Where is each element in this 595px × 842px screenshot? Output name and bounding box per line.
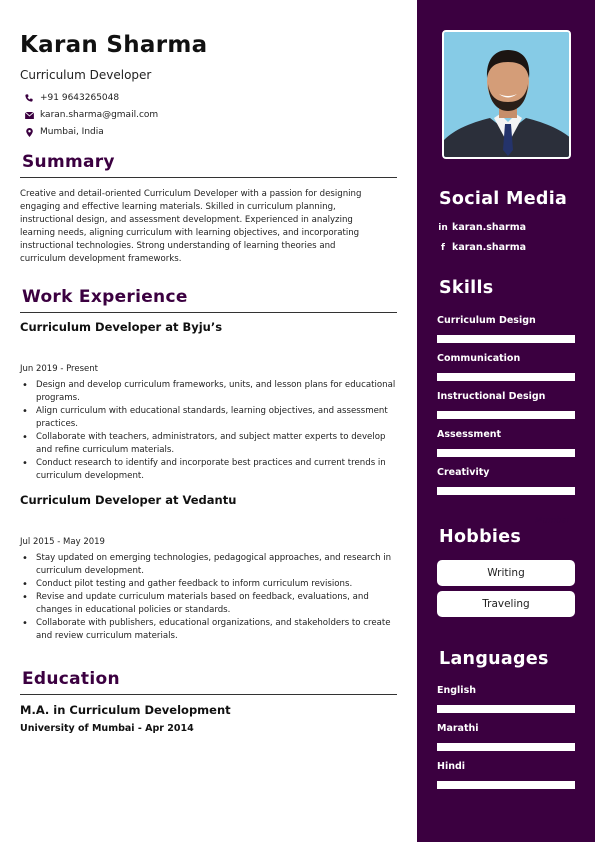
job-location: Mumbai bbox=[535, 343, 569, 353]
hobbies-heading: Hobbies bbox=[439, 527, 522, 547]
language-level-bar bbox=[437, 781, 575, 789]
list-item: • Conduct research to identify and incorporate best practices and current trends in curriculum development. bbox=[20, 457, 400, 483]
summary-line: learning needs, aligning curriculum with learning objectives, and incorporating bbox=[20, 228, 360, 238]
job-responsibilities bbox=[20, 379, 400, 483]
social-facebook[interactable] bbox=[437, 242, 526, 253]
education-heading: Education bbox=[22, 669, 120, 689]
education-school: University of Mumbai - Apr 2014 bbox=[20, 723, 194, 734]
list-item: • Collaborate with teachers, administrators, and subject matter experts to develop and refine curriculum materials. bbox=[20, 431, 400, 457]
phone-icon bbox=[22, 94, 36, 102]
profile-photo bbox=[442, 30, 571, 159]
education-degree: M.A. in Curriculum Development bbox=[20, 703, 231, 717]
summary-text bbox=[20, 188, 382, 266]
education-divider bbox=[20, 694, 397, 695]
summary-line: engaging and effective learning materials. Skilled in curriculum planning, bbox=[20, 202, 336, 212]
list-item: • Design and develop curriculum frameworks, units, and lesson plans for educational programs. bbox=[20, 379, 400, 405]
skill-level-bar bbox=[437, 411, 575, 419]
facebook-handle[interactable]: karan.sharma bbox=[452, 242, 527, 253]
social-heading: Social Media bbox=[439, 189, 568, 209]
job-dates: Jul 2015 - May 2019 bbox=[20, 537, 105, 547]
skill-label: Communication bbox=[437, 353, 521, 364]
language-label: Hindi bbox=[437, 761, 466, 772]
experience-heading: Work Experience bbox=[22, 287, 188, 307]
social-linkedin[interactable] bbox=[437, 222, 526, 233]
languages-heading: Languages bbox=[439, 649, 549, 669]
job-dates: Jun 2019 - Present bbox=[20, 364, 98, 374]
language-level-bar bbox=[437, 743, 575, 751]
list-item: • Align curriculum with educational standards, learning objectives, and assessment practices. bbox=[20, 405, 400, 431]
job-title: Curriculum Developer at Vedantu bbox=[20, 493, 237, 507]
skill-label: Curriculum Design bbox=[437, 315, 536, 326]
skill-level-bar bbox=[437, 335, 575, 343]
summary-line: instructional design, and assessment development. Experienced in analyzing bbox=[20, 215, 353, 225]
summary-heading: Summary bbox=[22, 152, 115, 172]
skill-label: Instructional Design bbox=[437, 391, 546, 402]
skill-level-bar bbox=[437, 487, 575, 495]
linkedin-handle[interactable]: karan.sharma bbox=[452, 222, 527, 233]
contact-location bbox=[20, 127, 104, 137]
language-level-bar bbox=[437, 705, 575, 713]
location-pin-icon bbox=[22, 128, 36, 137]
skill-level-bar bbox=[437, 373, 575, 381]
contact-phone bbox=[20, 93, 119, 103]
skill-label: Creativity bbox=[437, 467, 490, 478]
email-text[interactable]: karan.sharma@gmail.com bbox=[40, 110, 159, 120]
list-item: • Stay updated on emerging technologies, pedagogical approaches, and research in curriculum development. bbox=[20, 552, 400, 578]
job-location: Mumbai bbox=[535, 516, 569, 526]
location-text: Mumbai, India bbox=[40, 127, 104, 137]
skills-heading: Skills bbox=[439, 278, 494, 298]
contact-email bbox=[20, 110, 158, 120]
hobby-chip: Writing bbox=[437, 560, 575, 586]
experience-divider bbox=[20, 312, 397, 313]
skill-label: Assessment bbox=[437, 429, 502, 440]
skill-level-bar bbox=[437, 449, 575, 457]
email-icon bbox=[22, 112, 36, 119]
list-item: • Conduct pilot testing and gather feedback to inform curriculum revisions. bbox=[20, 578, 400, 591]
job-title: Curriculum Developer at Byju’s bbox=[20, 320, 223, 334]
language-label: English bbox=[437, 685, 476, 696]
phone-text[interactable]: +91 9643265048 bbox=[40, 93, 120, 103]
hobby-chip: Traveling bbox=[437, 591, 575, 617]
list-item: • Collaborate with publishers, educational organizations, and stakeholders to create and review curriculum materials. bbox=[20, 617, 400, 643]
facebook-icon: f bbox=[441, 242, 445, 253]
summary-line: Creative and detail-oriented Curriculum Developer with a passion for designing bbox=[20, 189, 362, 199]
linkedin-icon: in bbox=[438, 222, 448, 233]
candidate-role: Curriculum Developer bbox=[20, 68, 152, 82]
candidate-name: Karan Sharma bbox=[20, 32, 208, 58]
job-responsibilities bbox=[20, 552, 400, 643]
summary-line: curriculum development frameworks. bbox=[20, 254, 182, 264]
list-item: • Revise and update curriculum materials based on feedback, evaluations, and changes in educational policies or standards. bbox=[20, 591, 400, 617]
summary-line: instructional technologies. Strong understanding of learning theories and bbox=[20, 241, 336, 251]
language-label: Marathi bbox=[437, 723, 479, 734]
summary-divider bbox=[20, 177, 397, 178]
